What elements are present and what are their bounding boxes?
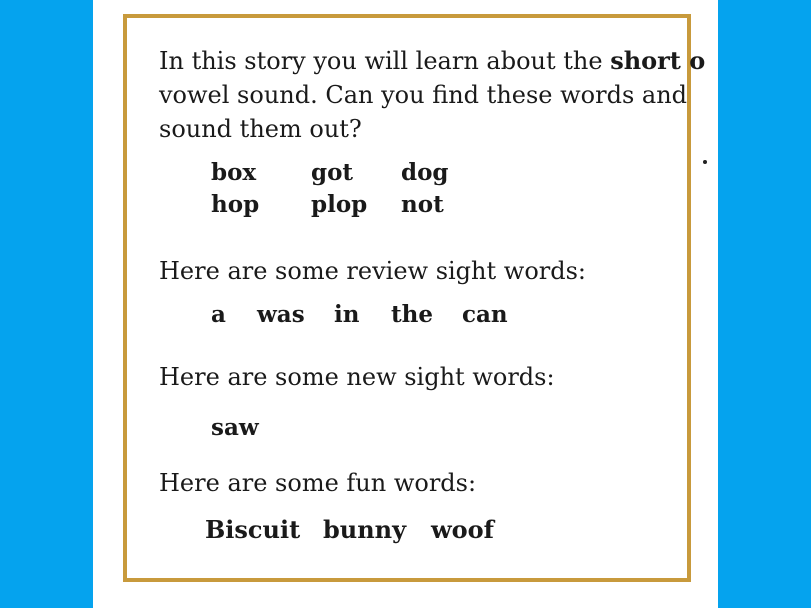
review-word: can (462, 301, 508, 328)
book-page (93, 0, 718, 608)
fun-word: bunny (323, 515, 407, 544)
review-word: was (257, 301, 305, 328)
short-o-word: box (211, 159, 257, 186)
short-o-word: plop (311, 191, 368, 218)
stray-dot (703, 160, 707, 164)
intro-line-3: sound them out? (159, 115, 362, 143)
new-words-heading: Here are some new sight words: (159, 363, 555, 391)
fun-words-heading: Here are some fun words: (159, 469, 477, 497)
intro-paragraph (159, 44, 705, 146)
review-word: the (391, 301, 433, 328)
short-o-word: got (311, 159, 354, 186)
short-o-word: not (401, 191, 444, 218)
review-heading: Here are some review sight words: (159, 257, 587, 285)
fun-word: woof (431, 515, 494, 544)
review-word: a (211, 301, 226, 328)
short-o-word: dog (401, 159, 449, 186)
intro-text: In this story you will learn about the (159, 47, 611, 75)
fun-word: Biscuit (205, 515, 301, 544)
review-word: in (334, 301, 360, 328)
intro-line-1 (159, 44, 705, 78)
short-o-word: hop (211, 191, 260, 218)
page-border-frame (123, 14, 706, 582)
new-sight-word: saw (211, 414, 259, 441)
intro-emphasis: short o (610, 46, 706, 75)
intro-line-2: vowel sound. Can you find these words and (159, 81, 688, 109)
